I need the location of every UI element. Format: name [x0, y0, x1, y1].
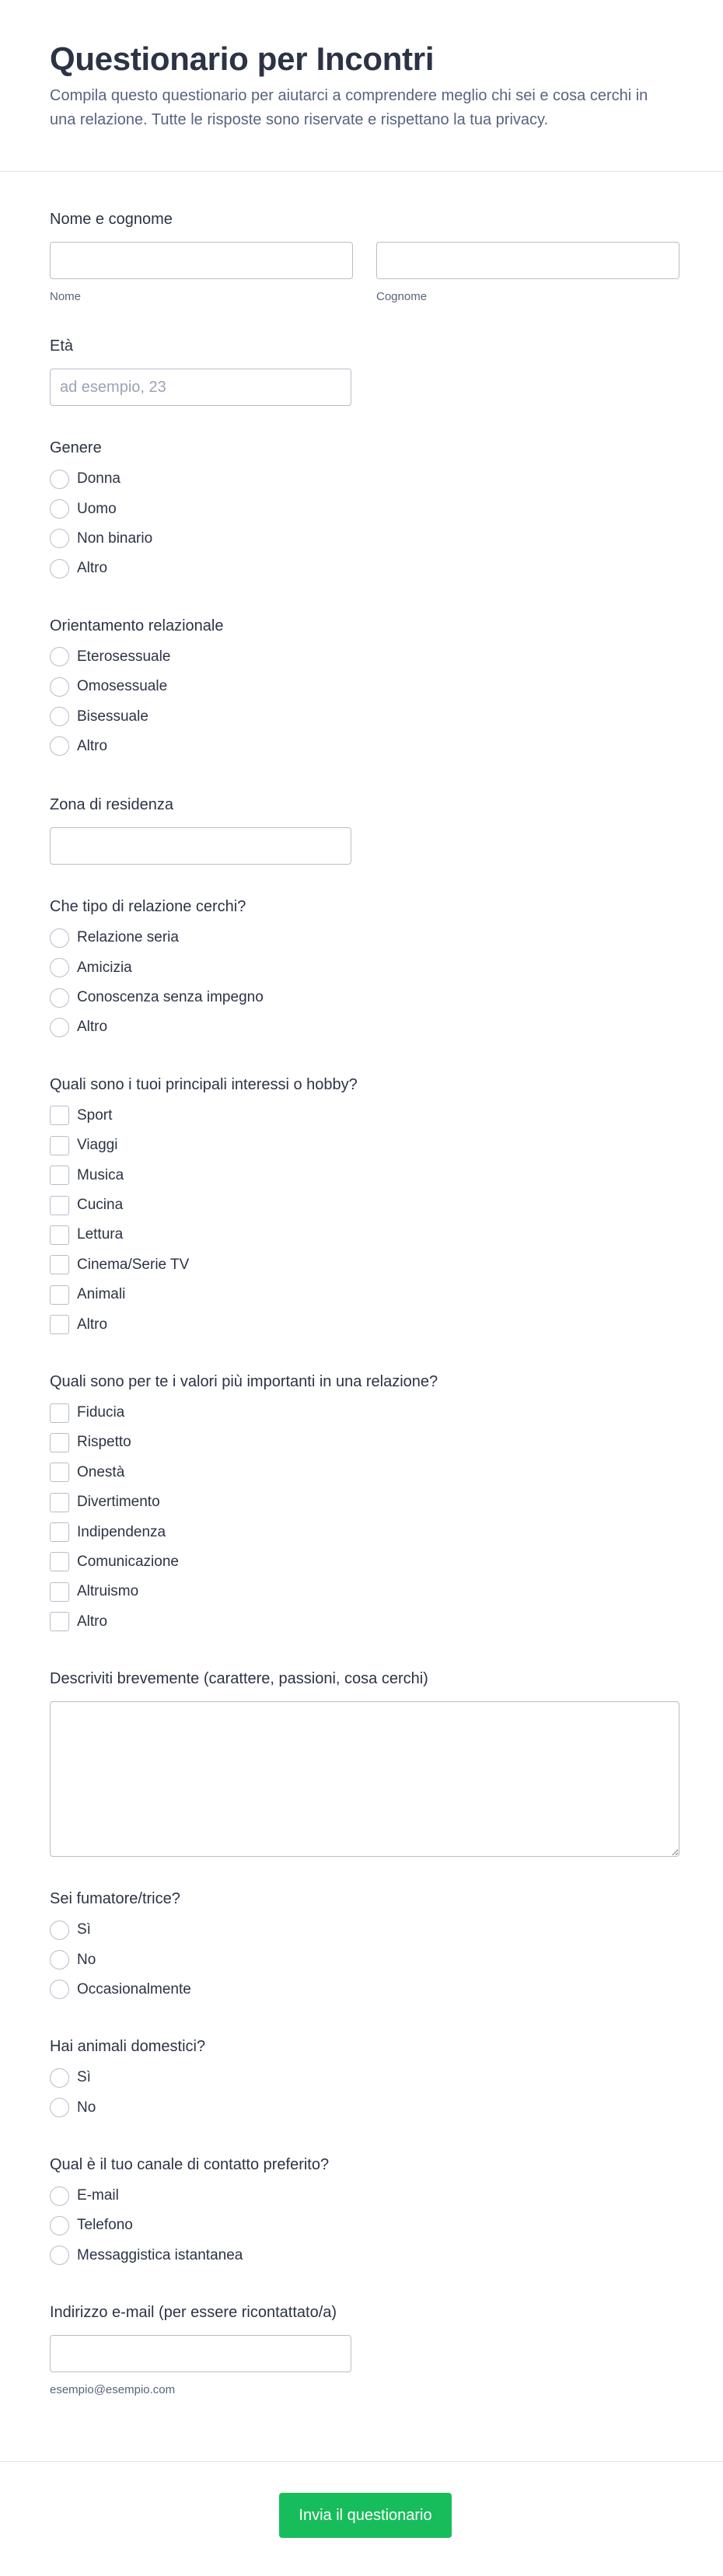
gender-question — [50, 439, 673, 584]
values-option[interactable] — [50, 1428, 673, 1457]
gender-option[interactable] — [50, 464, 673, 494]
checkbox[interactable] — [50, 1166, 69, 1185]
description-question — [50, 1669, 673, 1857]
option-label: Altro — [77, 737, 108, 754]
checkbox[interactable] — [50, 1106, 69, 1125]
option-label: Animali — [77, 1286, 126, 1303]
option-label: Non binario — [77, 530, 153, 547]
option-label: Sì — [77, 2069, 91, 2086]
values-option[interactable] — [50, 1458, 673, 1487]
option-label: Sì — [77, 1921, 91, 1938]
option-label: Altro — [77, 1019, 108, 1036]
relationship-type-question — [50, 897, 673, 1043]
form-footer — [0, 2461, 723, 2576]
name-label: Nome e cognome — [50, 211, 173, 228]
radio-button[interactable] — [50, 2246, 69, 2265]
email-sublabel: esempio@esempio.com — [50, 2383, 176, 2397]
gender-option[interactable] — [50, 554, 673, 583]
gender-option[interactable] — [50, 524, 673, 554]
radio-button[interactable] — [50, 1018, 69, 1037]
interests-option[interactable] — [50, 1190, 673, 1220]
option-label: Conoscenza senza impegno — [77, 989, 264, 1006]
checkbox[interactable] — [50, 1493, 69, 1512]
relationship-type-option[interactable] — [50, 1012, 673, 1042]
option-label: No — [77, 1951, 96, 1968]
values-option[interactable] — [50, 1577, 673, 1606]
values-question — [50, 1372, 673, 1637]
option-label: E-mail — [77, 2187, 119, 2204]
option-label: Omosessuale — [77, 678, 168, 695]
email-label: Indirizzo e-mail (per essere ricontattato/a) — [50, 2304, 337, 2322]
radio-button[interactable] — [50, 1980, 69, 1999]
interests-option[interactable] — [50, 1131, 673, 1160]
form-title: Questionario per Incontri — [50, 40, 435, 77]
option-label: Viaggi — [77, 1137, 118, 1154]
interests-label: Quali sono i tuoi principali interessi o hobby? — [50, 1075, 358, 1093]
checkbox[interactable] — [50, 1582, 69, 1602]
checkbox[interactable] — [50, 1285, 69, 1305]
age-label: Età — [50, 337, 74, 355]
form-header — [0, 0, 723, 172]
option-label: Divertimento — [77, 1494, 160, 1511]
smoker-option[interactable] — [50, 1915, 673, 1945]
smoker-option[interactable] — [50, 1975, 673, 2005]
radio-button[interactable] — [50, 1950, 69, 1970]
submit-button[interactable]: Invia il questionario — [279, 2493, 452, 2538]
orientation-option[interactable] — [50, 732, 673, 761]
contact-channel-question — [50, 2155, 673, 2270]
option-label: Cinema/Serie TV — [77, 1256, 190, 1273]
radio-button[interactable] — [50, 2186, 69, 2206]
option-label: Fiducia — [77, 1404, 125, 1421]
checkbox[interactable] — [50, 1136, 69, 1155]
option-label: Cucina — [77, 1197, 124, 1214]
last-name-sublabel: Cognome — [376, 290, 428, 303]
option-label: Donna — [77, 470, 120, 488]
checkbox[interactable] — [50, 1522, 69, 1542]
checkbox[interactable] — [50, 1433, 69, 1452]
relationship-type-option[interactable] — [50, 983, 673, 1012]
interests-option[interactable] — [50, 1280, 673, 1309]
option-label: No — [77, 2099, 96, 2116]
contact-channel-option[interactable] — [50, 2211, 673, 2240]
option-label: Messaggistica istantanea — [77, 2246, 243, 2263]
relationship-type-option[interactable] — [50, 953, 673, 983]
option-label: Occasionalmente — [77, 1980, 191, 1998]
interests-question — [50, 1075, 673, 1340]
form-description: Compila questo questionario per aiutarci a comprendere meglio chi sei e cosa cerchi in una relazione. Tutte le risposte sono riservate e rispettano la tua privacy. — [50, 87, 648, 128]
radio-button[interactable] — [50, 707, 69, 726]
radio-button[interactable] — [50, 470, 69, 489]
option-label: Comunicazione — [77, 1553, 179, 1570]
values-option[interactable] — [50, 1607, 673, 1637]
checkbox[interactable] — [50, 1463, 69, 1482]
description-label: Descriviti brevemente (carattere, passioni, cosa cerchi) — [50, 1669, 428, 1687]
pets-label: Hai animali domestici? — [50, 2038, 206, 2056]
interests-option[interactable] — [50, 1101, 673, 1131]
residence-input[interactable] — [50, 827, 351, 865]
residence-label: Zona di residenza — [50, 796, 173, 814]
option-label: Indipendenza — [77, 1523, 166, 1540]
checkbox[interactable] — [50, 1225, 69, 1245]
relationship-type-label: Che tipo di relazione cerchi? — [50, 898, 246, 916]
checkbox[interactable] — [50, 1315, 69, 1334]
radio-button[interactable] — [50, 2068, 69, 2088]
form-body — [0, 210, 723, 2397]
orientation-question — [50, 617, 673, 762]
smoker-question — [50, 1889, 673, 2005]
smoker-label: Sei fumatore/trice? — [50, 1889, 180, 1907]
orientation-option[interactable] — [50, 642, 673, 672]
first-name-sublabel: Nome — [50, 290, 82, 303]
radio-button[interactable] — [50, 988, 69, 1008]
radio-button[interactable] — [50, 529, 69, 548]
radio-button[interactable] — [50, 499, 69, 519]
name-question — [50, 210, 673, 304]
email-input[interactable] — [50, 2335, 351, 2372]
interests-option[interactable] — [50, 1309, 673, 1339]
contact-channel-label: Qual è il tuo canale di contatto preferito? — [50, 2155, 330, 2173]
option-label: Musica — [77, 1166, 124, 1183]
option-label: Lettura — [77, 1226, 124, 1243]
option-label: Relazione seria — [77, 929, 179, 946]
gender-label: Genere — [50, 439, 102, 456]
values-option[interactable] — [50, 1547, 673, 1577]
values-option[interactable] — [50, 1517, 673, 1547]
interests-option[interactable] — [50, 1220, 673, 1250]
gender-option[interactable] — [50, 494, 673, 523]
option-label: Rispetto — [77, 1434, 131, 1451]
pets-option[interactable] — [50, 2063, 673, 2092]
radio-button[interactable] — [50, 559, 69, 578]
radio-button[interactable] — [50, 2098, 69, 2117]
option-label: Altro — [77, 1316, 108, 1333]
contact-channel-option[interactable] — [50, 2181, 673, 2211]
last-name-input[interactable] — [376, 242, 679, 279]
option-label: Bisessuale — [77, 708, 148, 725]
orientation-option[interactable] — [50, 701, 673, 731]
values-option[interactable] — [50, 1487, 673, 1517]
radio-button[interactable] — [50, 677, 69, 697]
interests-option[interactable] — [50, 1160, 673, 1190]
values-label: Quali sono per te i valori più importanti in una relazione? — [50, 1372, 438, 1390]
first-name-input[interactable] — [50, 242, 353, 279]
residence-question — [50, 795, 673, 865]
checkbox[interactable] — [50, 1196, 69, 1215]
checkbox[interactable] — [50, 1403, 69, 1423]
radio-button[interactable] — [50, 647, 69, 666]
relationship-type-option[interactable] — [50, 923, 673, 952]
radio-button[interactable] — [50, 2216, 69, 2235]
checkbox[interactable] — [50, 1255, 69, 1274]
radio-button[interactable] — [50, 928, 69, 948]
radio-button[interactable] — [50, 958, 69, 977]
option-label: Altruismo — [77, 1583, 139, 1600]
option-label: Amicizia — [77, 959, 132, 976]
radio-button[interactable] — [50, 1921, 69, 1940]
values-option[interactable] — [50, 1398, 673, 1428]
checkbox[interactable] — [50, 1552, 69, 1571]
option-label: Altro — [77, 1613, 108, 1630]
description-textarea[interactable] — [50, 1701, 679, 1857]
option-label: Altro — [77, 560, 108, 577]
orientation-label: Orientamento relazionale — [50, 617, 224, 634]
email-question — [50, 2303, 673, 2397]
option-label: Uomo — [77, 500, 117, 517]
checkbox[interactable] — [50, 1612, 69, 1631]
option-label: Sport — [77, 1106, 113, 1124]
pets-option[interactable] — [50, 2093, 673, 2123]
interests-option[interactable] — [50, 1250, 673, 1280]
option-label: Eterosessuale — [77, 648, 171, 665]
age-input[interactable] — [50, 369, 351, 406]
age-question — [50, 337, 673, 406]
option-label: Onestà — [77, 1463, 125, 1480]
orientation-option[interactable] — [50, 672, 673, 701]
contact-channel-option[interactable] — [50, 2241, 673, 2270]
option-label: Telefono — [77, 2217, 133, 2234]
pets-question — [50, 2037, 673, 2123]
smoker-option[interactable] — [50, 1945, 673, 1974]
radio-button[interactable] — [50, 736, 69, 756]
